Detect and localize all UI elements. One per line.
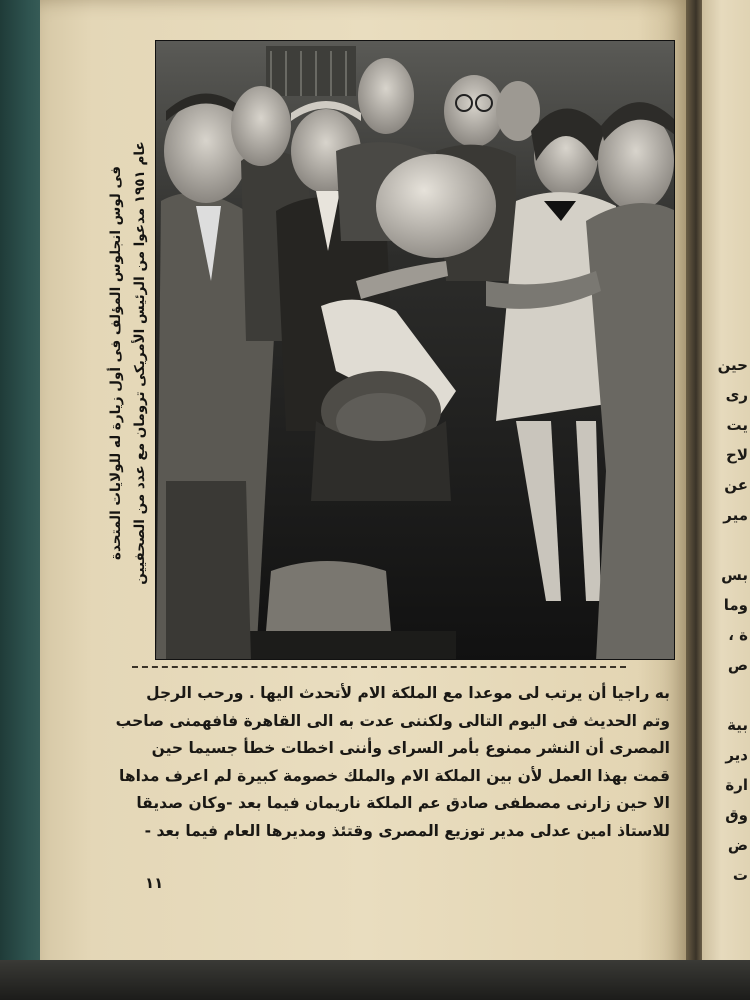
next-page-fragment: رى — [725, 386, 748, 404]
body-line: قمت بهذا العمل لأن بين الملكة الام والملك خصومة كبيرة لم اعرف مداها — [119, 766, 670, 785]
next-page-fragment: عن — [724, 476, 748, 494]
body-line: به راجيا أن يرتب لى موعدا مع الملكة الام لأتحدث اليها . ورحب الرجل — [146, 684, 670, 702]
dashed-divider — [132, 666, 626, 668]
next-page-fragment: يت — [726, 416, 748, 434]
page-number: ١١ — [145, 874, 164, 892]
next-page-fragment: بية — [727, 716, 748, 734]
next-page-fragment: دير — [725, 746, 748, 764]
next-page-fragment: ص — [727, 656, 748, 674]
next-page-fragment: ض — [727, 836, 748, 854]
table-surface — [0, 960, 750, 1000]
photo-caption-line: فى لوس انجلوس المؤلف فى أول زيارة له للولايات المتحدة — [108, 165, 124, 561]
next-page-fragment: ة ، — [728, 626, 748, 644]
next-page-text — [702, 350, 748, 890]
photograph — [155, 40, 675, 660]
body-line: للاستاذ امين عدلى مدير توزيع المصرى وقتئذ ومديرها العام فيما بعد - — [144, 821, 670, 840]
next-page-fragment: ت — [732, 866, 748, 884]
next-page-fragment: لاح — [726, 446, 748, 464]
photograph-image — [156, 41, 675, 660]
next-page-fragment: حين — [717, 356, 748, 374]
next-page-fragment: وق — [725, 806, 748, 824]
next-page-fragment: ارة — [725, 776, 748, 794]
next-page-fragment — [702, 530, 748, 560]
photo-caption — [98, 68, 158, 658]
photo-caption-line: عام ١٩٥١ مدعوا من الرئيس الأمريكى ترومان مع عدد من الصحفيين — [132, 141, 148, 585]
next-page-fragment — [702, 680, 748, 710]
next-page-fragment: مير — [723, 506, 748, 524]
body-line: المصرى أن النشر ممنوع بأمر السراى وأننى اخطات خطأ جسيما حين — [151, 739, 670, 757]
next-page-fragment: بس — [721, 566, 748, 584]
next-page-fragment: وما — [723, 596, 748, 614]
next-page-edge — [702, 0, 750, 962]
body-paragraph — [100, 680, 670, 845]
body-line: وتم الحديث فى اليوم التالى ولكننى عدت به الى القاهرة فافهمنى صاحب — [115, 711, 670, 730]
body-line: الا حين زارنى مصطفى صادق عم الملكة ناريمان فيما بعد -وكان صديقا — [136, 794, 670, 812]
photo-caption-text — [104, 68, 152, 658]
